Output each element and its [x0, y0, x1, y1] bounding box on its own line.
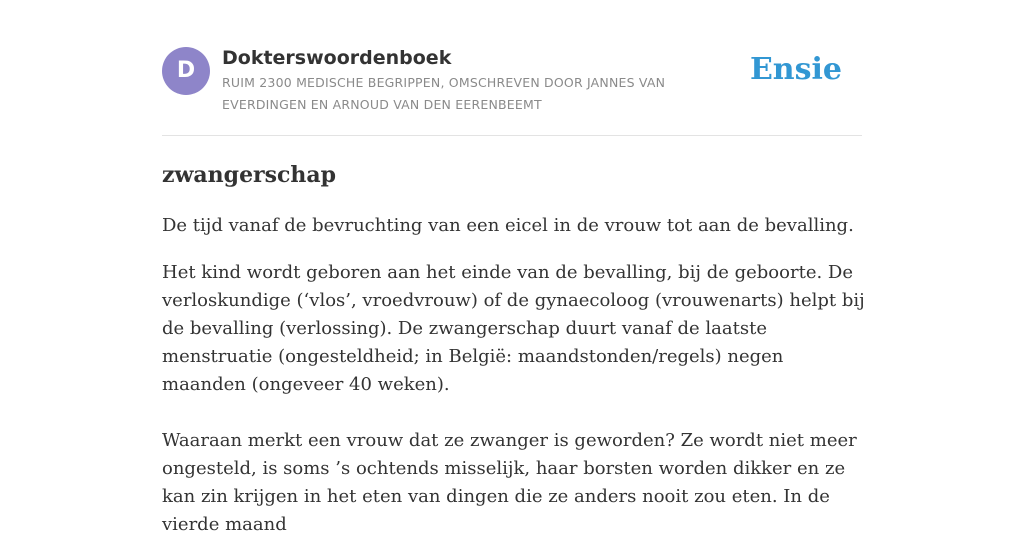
definition-text: De tijd vanaf de bevruchting van een eicel in de vrouw tot aan de bevalling.	[162, 215, 854, 236]
site-header	[162, 0, 862, 136]
article-paragraph: Waaraan merkt een vrouw dat ze zwanger is geworden? Ze wordt niet meer ongesteld, is soms ’s ochtends misselijk, haar borsten worden dikker en ze kan zin krijgen in het eten van dingen die ze anders nooit zou eten. In de vierde maand	[162, 430, 857, 535]
article-paragraph: Het kind wordt geboren aan het einde van de bevalling, bij de geboorte. De verloskundige (‘vlos’, vroedvrouw) of de gynaecoloog (vrouwenarts) helpt bij de bevalling (verlossing). De zwangerschap duurt vanaf de laatste menstruatie (ongesteldheid; in België: maandstonden/regels) negen maanden (ongeveer 40 weken).	[162, 262, 865, 395]
ensie-logo-link[interactable]: Ensie	[749, 52, 842, 87]
site-title[interactable]: Dokterswoordenboek	[222, 47, 452, 69]
page	[162, 0, 865, 535]
site-subtitle: RUIM 2300 MEDISCHE BEGRIPPEN, OMSCHREVEN DOOR JANNES VAN EVERDINGEN EN ARNOUD VAN DEN EERENBEEMT	[222, 75, 666, 112]
page-title: zwangerschap	[162, 162, 337, 188]
avatar[interactable]: D	[162, 47, 210, 95]
article-body	[162, 212, 867, 558]
site-titles	[222, 45, 722, 116]
